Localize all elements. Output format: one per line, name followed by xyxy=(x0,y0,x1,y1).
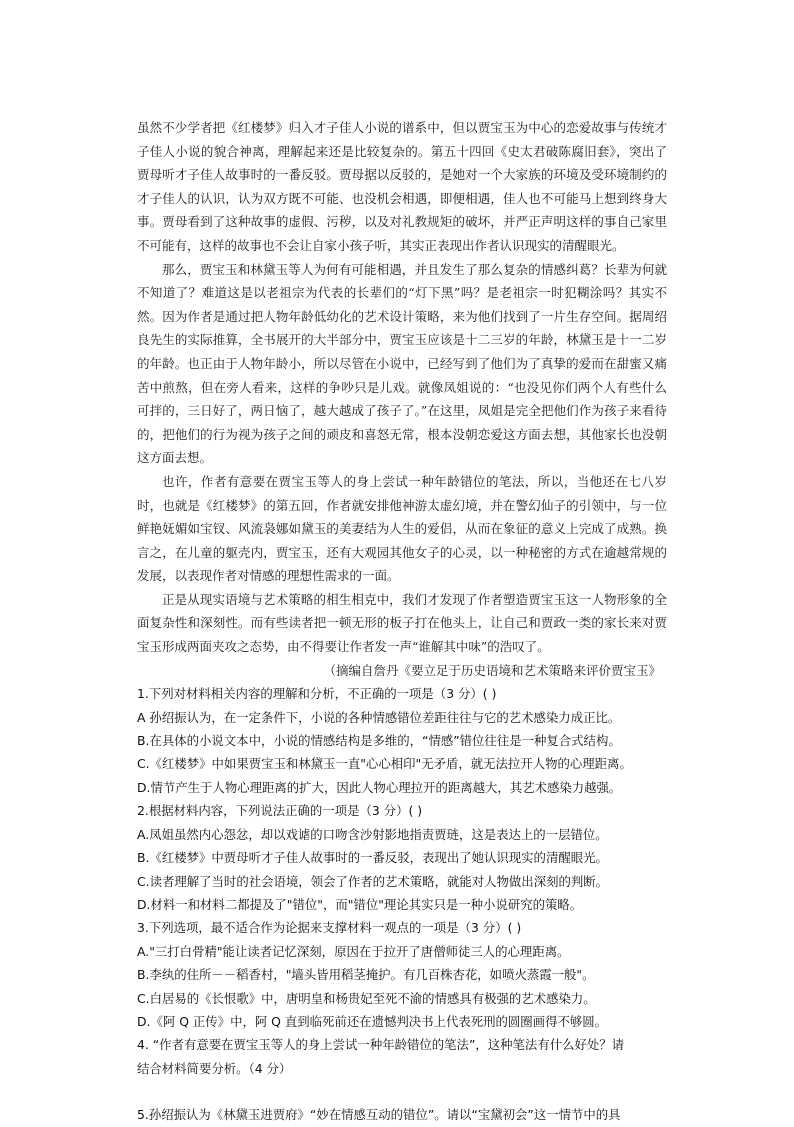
question-1-option-d: D.情节产生于人物心理距离的扩大，因此人物心理拉开的距离越大，其艺术感染力越强。 xyxy=(137,779,622,795)
passage-paragraph-1: 虽然不少学者把《红楼梦》归入才子佳人小说的谱系中，但以贾宝玉为中心的恋爱故事与传统才子佳人小说的貌合神离，理解起来还是比较复杂的。第五十四回《史太君破陈腐旧套》，突出了贾母听才子佳人故事时的一番反驳。贾母据以反驳的，是她对一个大家族的环境及受环境制约的才子佳人的认识，认为双方既不可能、也没机会相遇，即便相遇，佳人也不可能马上想到终身大事。贾母看到了这种故事的虚假、污秽，以及对礼教规矩的破坏，并严正声明这样的事自己家里不可能有，这样的故事也不会让自家小孩子听，其实正表现出作者认识现实的清醒眼光。 xyxy=(137,120,667,253)
question-3-option-b: B.李纨的住所－－稻香村，"墙头皆用稻茎掩护。有几百株杏花，如喷火蒸霞一般"。 xyxy=(137,967,595,983)
question-1-option-b: B.在具体的小说文本中，小说的情感结构是多维的，“情感”错位往往是一种复合式结构。 xyxy=(137,733,621,749)
question-5-stem-line-1: 5.孙绍振认为《林黛玉进贾府》“妙在情感互动的错位”。请以“宝黛初会”这一情节中的具 xyxy=(137,1107,621,1123)
question-1-option-a: A 孙绍振认为，在一定条件下，小说的各种情感错位差距往往与它的艺术感染力成正比。 xyxy=(137,709,621,725)
question-3-option-a: A."三打白骨精"能让读者记忆深刻，原因在于拉开了唐僧师徒三人的心理距离。 xyxy=(137,943,570,959)
question-2-stem: 2.根据材料内容，下列说法正确的一项是（3 分）( ) xyxy=(137,803,423,819)
passage-paragraph-4: 正是从现实语境与艺术策略的相生相克中，我们才发现了作者塑造贾宝玉这一人物形象的全面复杂性和深刻性。而有些读者把一顿无形的板子打在他头上，让自己和贾政一类的家长来对贾宝玉形成两面夹攻之态势，由不得要让作者发一声“谁解其中味”的浩叹了。 xyxy=(137,591,667,655)
question-2-option-a: A.凤姐虽然内心怨忿，却以戏谑的口吻含沙射影地指责贾琏，这是表达上的一层错位。 xyxy=(137,826,608,842)
question-1-option-c: C.《红楼梦》中如果贾宝玉和林黛玉一直"心心相印"无矛盾，就无法拉开人物的心理距离。 xyxy=(137,756,632,772)
answer-space xyxy=(137,1080,667,1103)
question-3-option-c: C.白居易的《长恨歌》中，唐明皇和杨贵妃至死不渝的情感具有极强的艺术感染力。 xyxy=(137,990,596,1006)
source-citation: （摘编自詹丹《要立足于历史语境和艺术策略来评价贾宝玉》 xyxy=(323,662,661,678)
document-body xyxy=(137,116,667,1127)
question-3-stem: 3.下列选项，最不适合作为论据来支撑材料一观点的一项是（3 分）( ) xyxy=(137,920,522,936)
question-1-stem: 1.下列对材料相关内容的理解和分析，不正确的一项是（3 分）( ) xyxy=(137,686,497,702)
question-4-stem-line-2: 结合材料简要分析。（4 分） xyxy=(137,1060,292,1076)
passage-paragraph-2: 那么，贾宝玉和林黛玉等人为何有可能相遇，并且发生了那么复杂的情感纠葛？长辈为何就不知道了？难道这是以老祖宗为代表的长辈们的“灯下黑”吗？是老祖宗一时犯糊涂吗？其实不然。因为作者是通过把人物年龄低幼化的艺术设计策略，来为他们找到了一片生存空间。据周绍良先生的实际推算，全书展开的大半部分中，贾宝玉应该是十二三岁的年龄，林黛玉是十一二岁的年龄。也正由于人物年龄小，所以尽管在小说中，已经写到了他们为了真挚的爱而在甜蜜又痛苦中煎熬，但在旁人看来，这样的争吵只是儿戏。就像凤姐说的：“也没见你们两个人有些什么可拌的，三日好了，两日恼了，越大越成了孩子了。”在这里，凤姐是完全把他们作为孩子来看待的，把他们的行为视为孩子之间的顽皮和喜怒无常，根本没朝恋爱这方面去想，其他家长也没朝这方面去想。 xyxy=(137,261,667,466)
question-4-stem-line-1: 4. “作者有意要在贾宝玉等人的身上尝试一种年龄错位的笔法”，这种笔法有什么好处？请 xyxy=(137,1037,625,1053)
question-2-option-b: B.《红楼梦》中贾母听才子佳人故事时的一番反驳，表现出了她认识现实的清醒眼光。 xyxy=(137,850,608,866)
question-2-option-c: C.读者理解了当时的社会语境，领会了作者的艺术策略，就能对人物做出深刻的判断。 xyxy=(137,873,609,889)
question-section xyxy=(137,682,667,1126)
passage-paragraph-3: 也许，作者有意要在贾宝玉等人的身上尝试一种年龄错位的笔法，所以，当他还在七八岁时，也就是《红楼梦》的第五回，作者就安排他神游太虚幻境，并在警幻仙子的引领中，与一位鲜艳妩媚如宝钗、风流袅娜如黛玉的美妻结为人生的爱侣，从而在象征的意义上完成了成熟。换言之，在儿童的躯壳内，贾宝玉，还有大观园其他女子的心灵，以一种秘密的方式在逾越常规的发展，以表现作者对情感的理想性需求的一面。 xyxy=(137,473,667,584)
question-3-option-d: D.《阿 Q 正传》中，阿 Q 直到临死前还在遗憾判决书上代表死刑的圆圈画得不够圆。 xyxy=(137,1013,608,1029)
question-2-option-d: D.材料一和材料二都提及了"错位"，而"错位"理论其实只是一种小说研究的策略。 xyxy=(137,896,583,912)
